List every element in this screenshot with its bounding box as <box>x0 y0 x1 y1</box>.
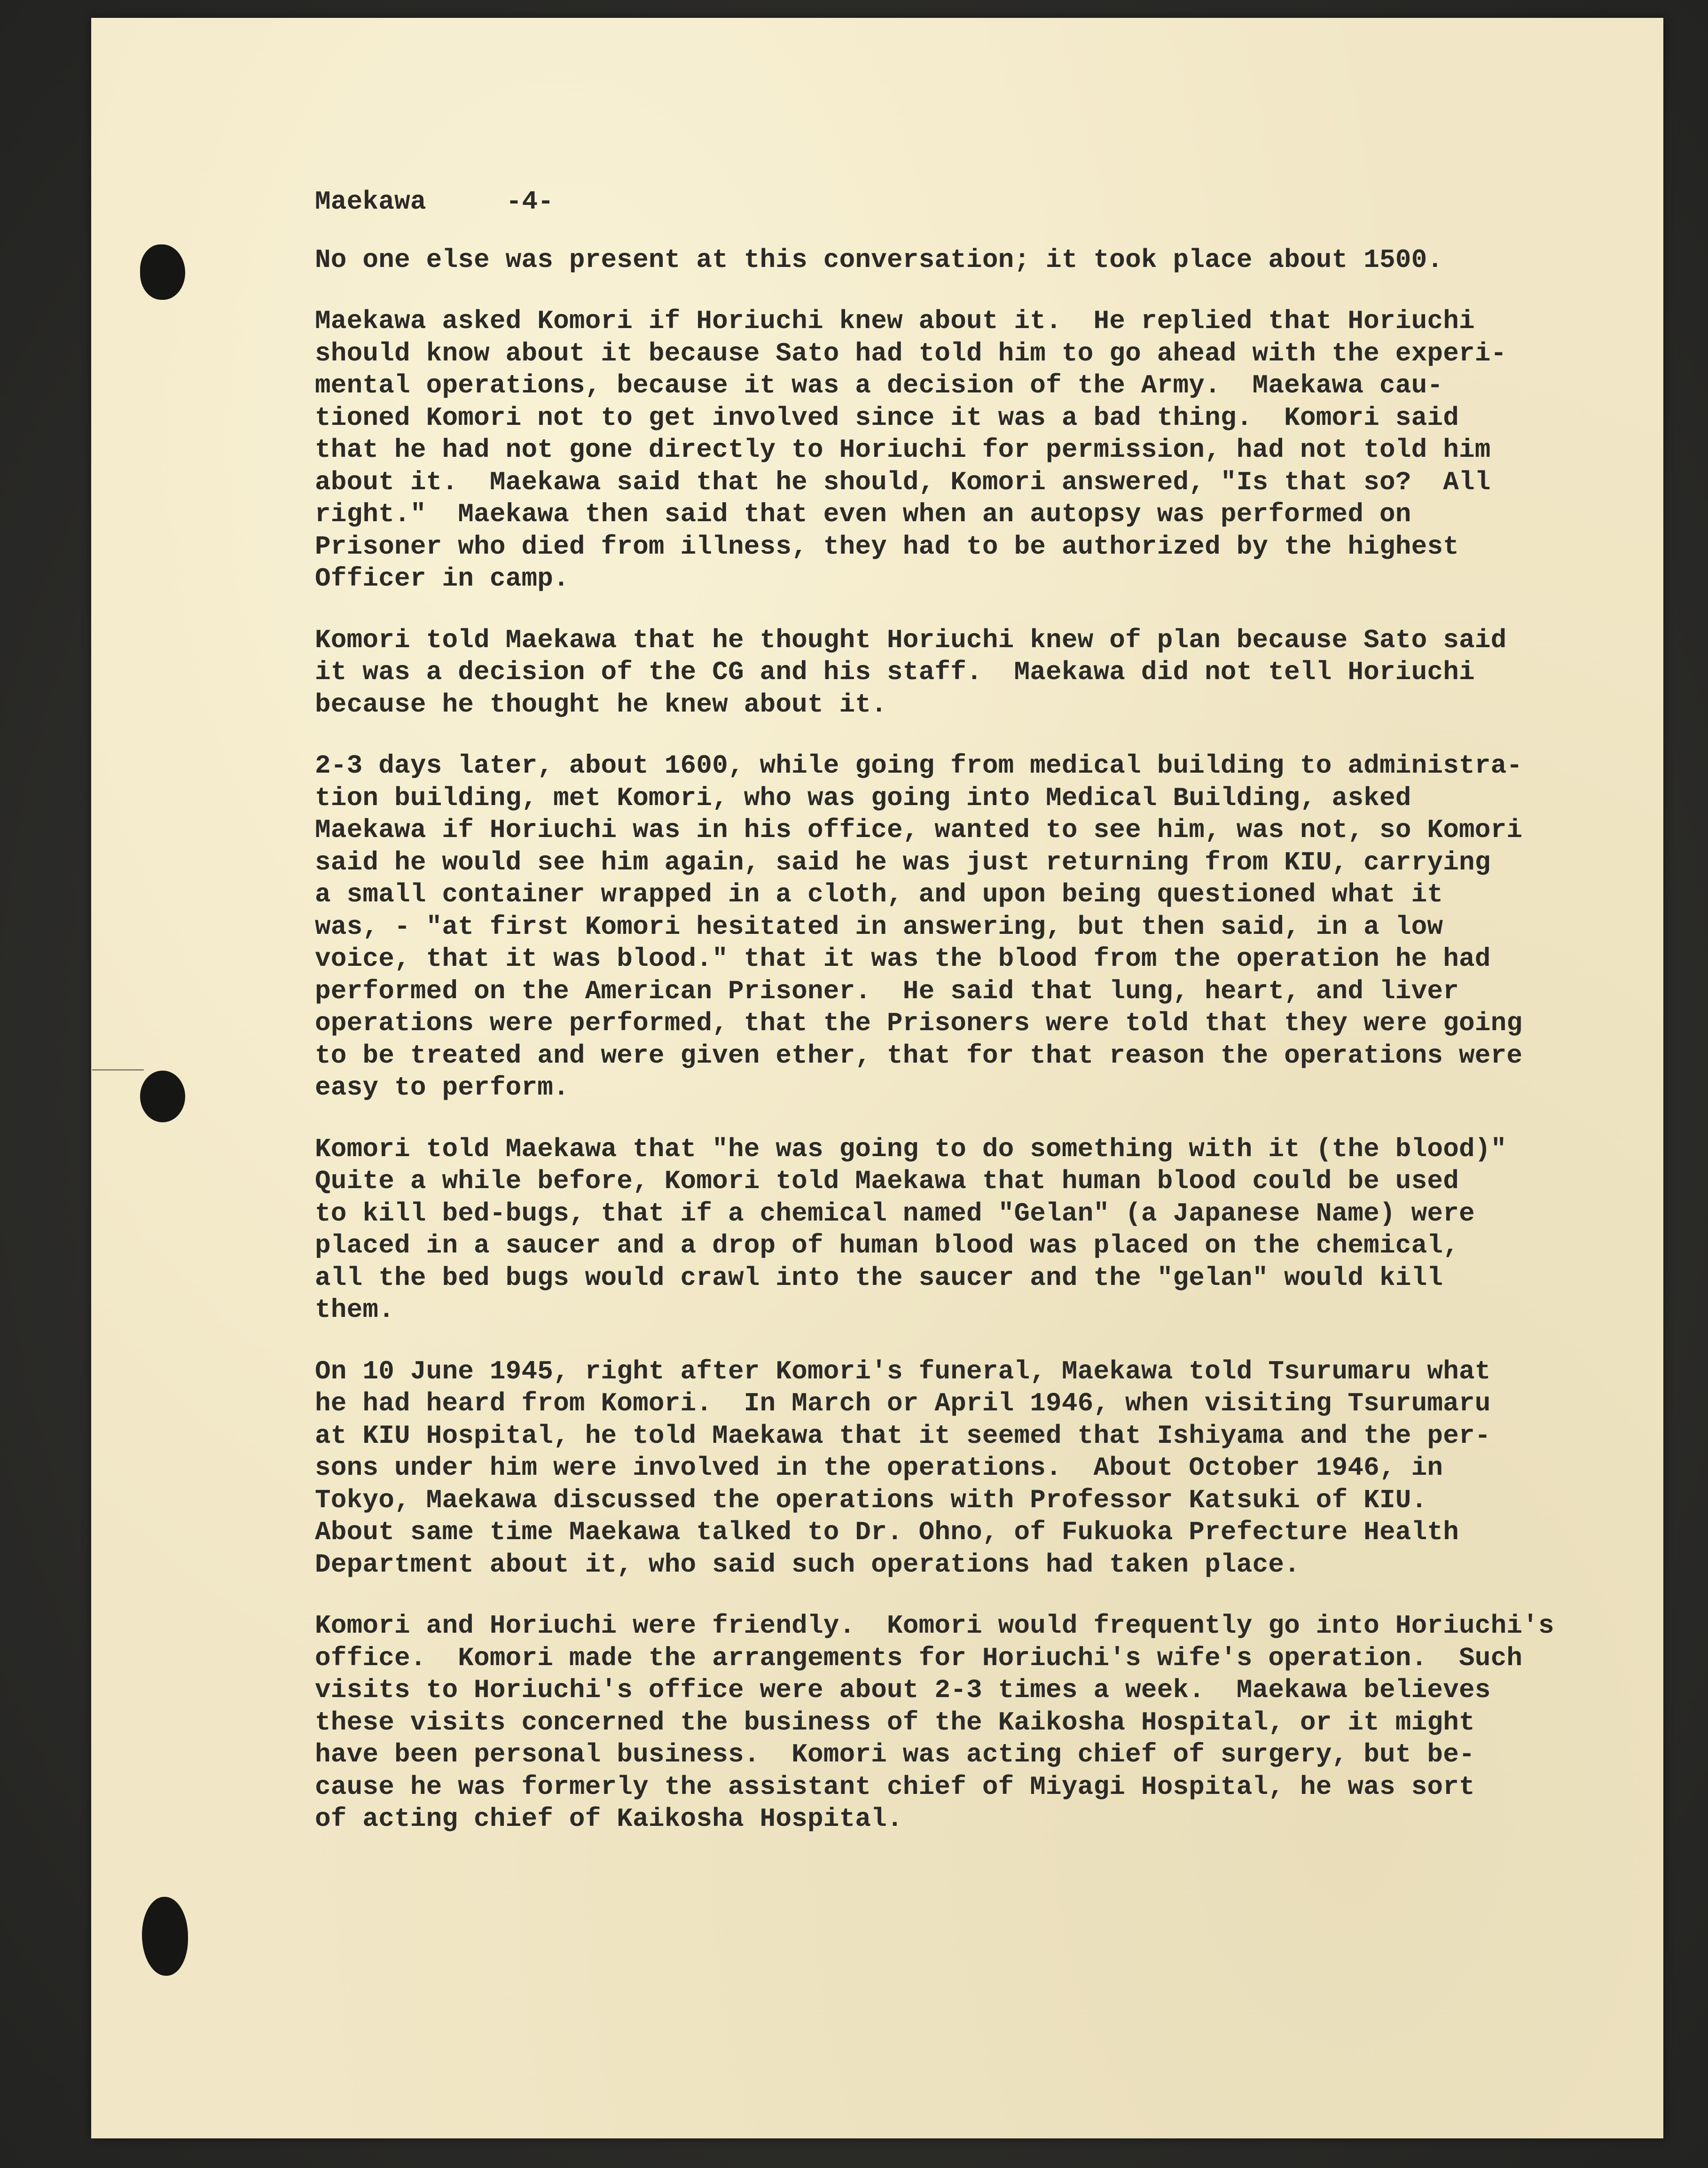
text-line: No one else was present at this conversation; it took place about 1500. <box>315 244 1443 275</box>
text-line: all the bed bugs would crawl into the saucer and the "gelan" would kill <box>315 1262 1443 1293</box>
text-line: Maekawa if Horiuchi was in his office, wanted to see him, was not, so Komori <box>315 815 1523 845</box>
text-line: Maekawa asked Komori if Horiuchi knew about it. He replied that Horiuchi <box>315 306 1475 336</box>
text-line: to be treated and were given ether, that for that reason the operations were <box>315 1040 1523 1071</box>
text-line: Department about it, who said such operations had taken place. <box>315 1549 1300 1580</box>
text-line: to kill bed-bugs, that if a chemical named "Gelan" (a Japanese Name) were <box>315 1198 1475 1229</box>
text-line: Quite a while before, Komori told Maekawa that human blood could be used <box>315 1166 1459 1196</box>
text-line: Komori told Maekawa that he thought Horiuchi knew of plan because Sato said <box>315 625 1507 655</box>
text-line: performed on the American Prisoner. He said that lung, heart, and liver <box>315 976 1459 1006</box>
text-line: visits to Horiuchi's office were about 2-3 times a week. Maekawa believes <box>315 1675 1491 1705</box>
text-line: right." Maekawa then said that even when an autopsy was performed on <box>315 499 1411 529</box>
page-header <box>315 186 1584 218</box>
paragraph <box>315 1355 1584 1581</box>
text-line: placed in a saucer and a drop of human blood was placed on the chemical, <box>315 1230 1459 1260</box>
punch-hole-middle <box>140 1071 185 1122</box>
header-name: Maekawa <box>315 187 426 217</box>
text-line: Komori and Horiuchi were friendly. Komori would frequently go into Horiuchi's <box>315 1611 1554 1641</box>
text-line: 2-3 days later, about 1600, while going from medical building to administra- <box>315 751 1523 781</box>
text-line: mental operations, because it was a decision of the Army. Maekawa cau- <box>315 370 1443 400</box>
text-line: was, - "at first Komori hesitated in answering, but then said, in a low <box>315 911 1443 942</box>
text-line: On 10 June 1945, right after Komori's funeral, Maekawa told Tsurumaru what <box>315 1356 1491 1386</box>
document-body <box>315 186 1584 1864</box>
text-line: should know about it because Sato had told him to go ahead with the experi- <box>315 338 1507 368</box>
text-line: said he would see him again, said he was just returning from KIU, carrying <box>315 847 1491 877</box>
text-line: office. Komori made the arrangements for Horiuchi's wife's operation. Such <box>315 1643 1523 1673</box>
text-line: Komori told Maekawa that "he was going to do something with it (the blood)" <box>315 1134 1507 1164</box>
paper-edge-mark <box>92 1069 144 1071</box>
paragraph-list <box>315 244 1584 1835</box>
text-line: tion building, met Komori, who was going into Medical Building, asked <box>315 783 1411 813</box>
paragraph <box>315 624 1584 721</box>
paragraph <box>315 750 1584 1104</box>
text-line: at KIU Hospital, he told Maekawa that it seemed that Ishiyama and the per- <box>315 1420 1491 1451</box>
text-line: about it. Maekawa said that he should, Komori answered, "Is that so? All <box>315 467 1491 497</box>
text-line: these visits concerned the business of the Kaikosha Hospital, or it might <box>315 1707 1475 1738</box>
page-number: -4- <box>506 187 554 217</box>
text-line: that he had not gone directly to Horiuchi for permission, had not told him <box>315 435 1491 465</box>
text-line: operations were performed, that the Prisoners were told that they were going <box>315 1008 1523 1038</box>
text-line: tioned Komori not to get involved since it was a bad thing. Komori said <box>315 402 1459 433</box>
text-line: he had heard from Komori. In March or April 1946, when visiting Tsurumaru <box>315 1388 1491 1418</box>
text-line: Tokyo, Maekawa discussed the operations with Professor Katsuki of KIU. <box>315 1485 1427 1515</box>
punch-hole-top <box>140 244 185 300</box>
text-line: of acting chief of Kaikosha Hospital. <box>315 1804 903 1834</box>
text-line: have been personal business. Komori was acting chief of surgery, but be- <box>315 1739 1475 1769</box>
text-line: cause he was formerly the assistant chief of Miyagi Hospital, he was sort <box>315 1771 1475 1802</box>
text-line: easy to perform. <box>315 1072 569 1103</box>
text-line: About same time Maekawa talked to Dr. Ohno, of Fukuoka Prefecture Health <box>315 1517 1459 1547</box>
paragraph <box>315 1610 1584 1835</box>
text-line: a small container wrapped in a cloth, and upon being questioned what it <box>315 879 1443 909</box>
text-line: because he thought he knew about it. <box>315 689 887 720</box>
paragraph <box>315 244 1584 276</box>
text-line: them. <box>315 1295 395 1325</box>
text-line: Officer in camp. <box>315 564 569 594</box>
text-line: sons under him were involved in the operations. About October 1946, in <box>315 1453 1443 1483</box>
text-line: Prisoner who died from illness, they had to be authorized by the highest <box>315 531 1459 562</box>
paragraph <box>315 305 1584 595</box>
text-line: it was a decision of the CG and his staff. Maekawa did not tell Horiuchi <box>315 657 1475 687</box>
text-line: voice, that it was blood." that it was the blood from the operation he had <box>315 944 1491 974</box>
paragraph <box>315 1133 1584 1326</box>
punch-hole-bottom <box>142 1897 188 1976</box>
